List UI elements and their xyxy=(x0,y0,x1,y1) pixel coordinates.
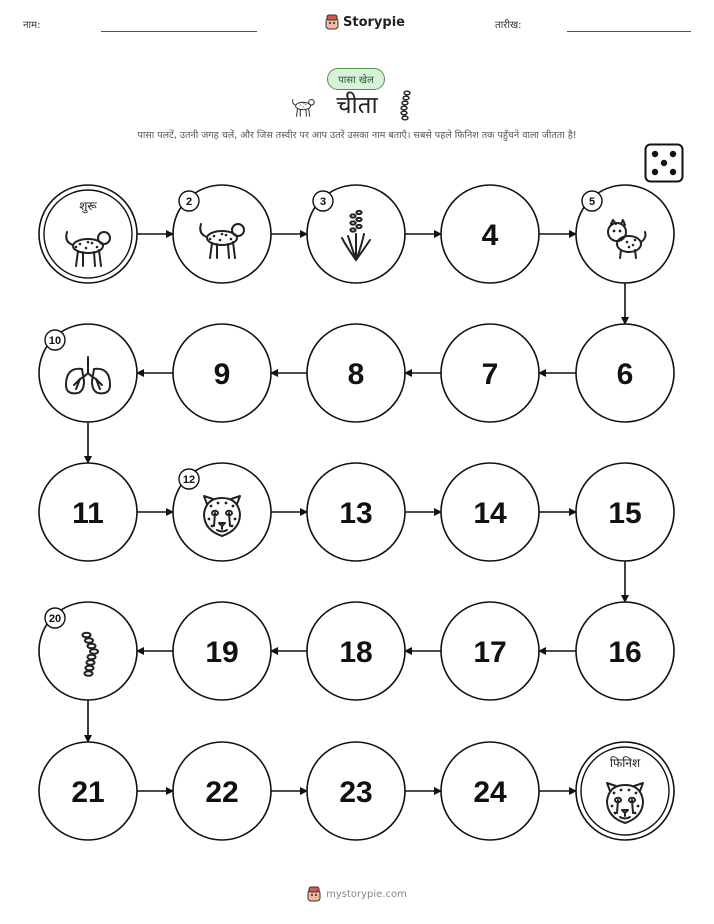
footer-site[interactable]: mystorypie.com xyxy=(326,888,407,900)
square-number: 15 xyxy=(608,497,642,530)
board-square-7[interactable] xyxy=(441,324,539,422)
board-square-24[interactable] xyxy=(441,742,539,840)
board-square-20[interactable] xyxy=(39,602,137,700)
square-number: 24 xyxy=(473,776,507,809)
square-number: 4 xyxy=(481,219,499,252)
square-number: 11 xyxy=(72,497,104,530)
board-square-23[interactable] xyxy=(307,742,405,840)
board-square-10[interactable] xyxy=(39,324,137,422)
board-square-6[interactable] xyxy=(576,324,674,422)
square-number: 8 xyxy=(347,358,365,391)
date-label: तारीख: xyxy=(495,20,522,31)
square-number: 16 xyxy=(608,636,642,669)
square-number: 23 xyxy=(339,776,373,809)
square-number: 22 xyxy=(205,776,239,809)
board-square-25[interactable] xyxy=(576,742,674,840)
game-instructions: पासा पलटें, उतनी जगह चलें, और जिस तस्वीर पर आप उतरें उसका नाम बताएँ। सबसे पहले फिनिश तक पहुँचने वाला जीतता है! xyxy=(137,130,577,141)
board-square-3[interactable] xyxy=(307,185,405,283)
square-number: 9 xyxy=(213,358,231,391)
game-type-tag: पासा खेल xyxy=(327,68,385,90)
square-badge-number: 10 xyxy=(48,335,62,347)
board-square-4[interactable] xyxy=(441,185,539,283)
board-square-11[interactable] xyxy=(39,463,137,561)
board-square-8[interactable] xyxy=(307,324,405,422)
square-number: 7 xyxy=(481,358,499,391)
square-badge-number: 3 xyxy=(319,196,327,208)
square-number: 13 xyxy=(339,497,373,530)
square-number: 6 xyxy=(616,358,634,391)
brand-name: Storypie xyxy=(343,14,405,30)
board-square-2[interactable] xyxy=(173,185,271,283)
start-label: शुरू xyxy=(79,199,97,213)
board-square-15[interactable] xyxy=(576,463,674,561)
board-square-17[interactable] xyxy=(441,602,539,700)
board-square-22[interactable] xyxy=(173,742,271,840)
square-badge-number: 12 xyxy=(182,474,196,486)
board-square-5[interactable] xyxy=(576,185,674,283)
name-label: नाम: xyxy=(23,20,41,31)
board-square-9[interactable] xyxy=(173,324,271,422)
square-number: 17 xyxy=(473,636,507,669)
square-badge-number: 2 xyxy=(185,196,193,208)
board-square-1[interactable] xyxy=(39,185,137,283)
square-number: 14 xyxy=(473,497,507,530)
page-title: चीता xyxy=(336,91,378,119)
board-square-16[interactable] xyxy=(576,602,674,700)
storypie-mascot-icon xyxy=(307,886,321,902)
square-number: 19 xyxy=(205,636,239,669)
square-number: 21 xyxy=(71,776,105,809)
board-square-18[interactable] xyxy=(307,602,405,700)
square-badge-number: 5 xyxy=(588,196,596,208)
square-number: 18 xyxy=(339,636,373,669)
square-badge-number: 20 xyxy=(48,613,62,625)
board-square-14[interactable] xyxy=(441,463,539,561)
board-square-12[interactable] xyxy=(173,463,271,561)
footer xyxy=(0,886,714,902)
board-square-19[interactable] xyxy=(173,602,271,700)
finish-label: फिनिश xyxy=(609,756,641,770)
board-square-13[interactable] xyxy=(307,463,405,561)
board-square-21[interactable] xyxy=(39,742,137,840)
